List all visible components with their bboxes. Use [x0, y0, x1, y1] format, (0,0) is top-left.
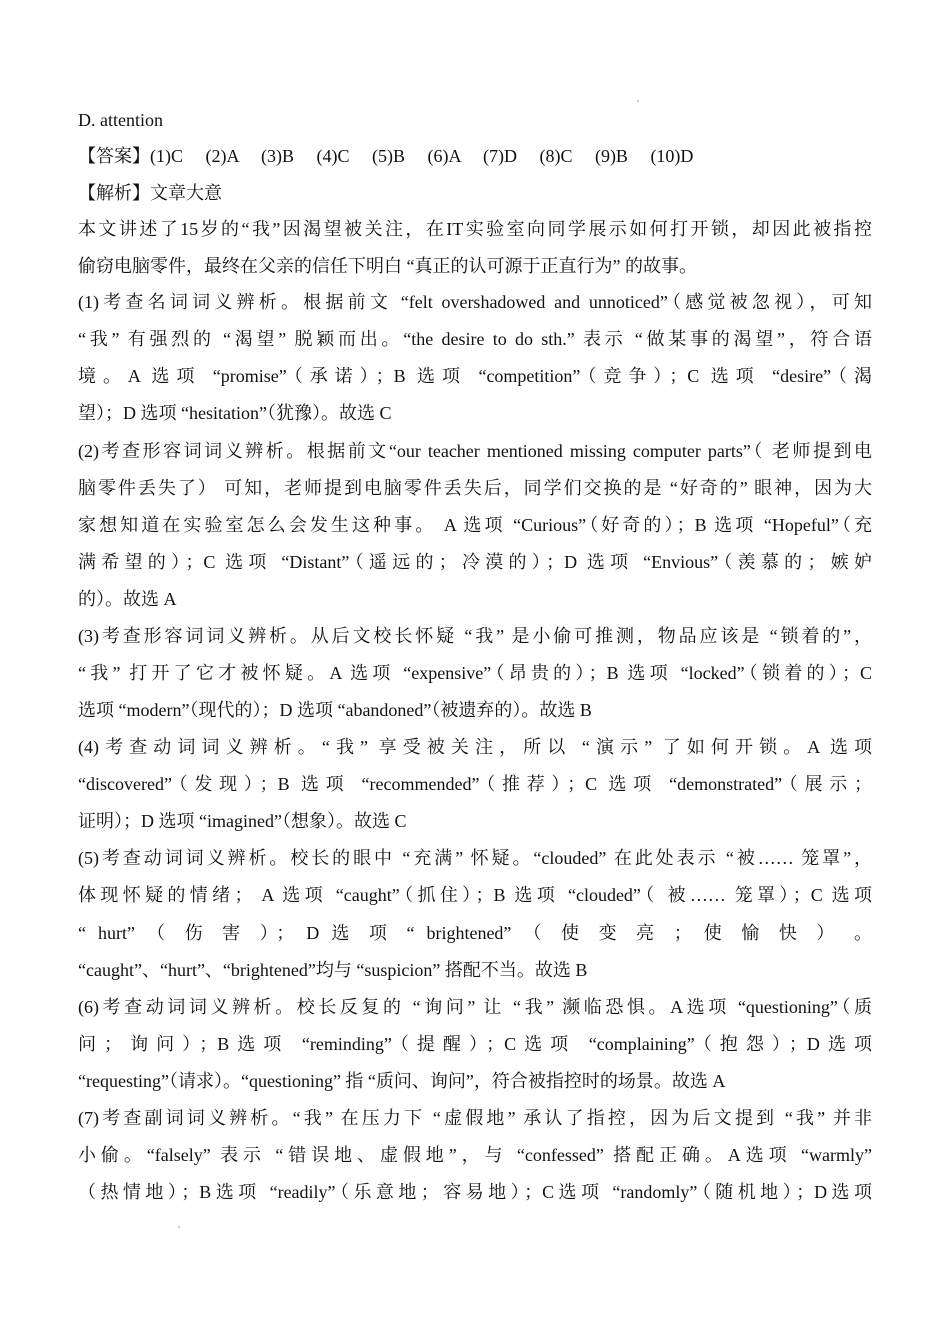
explanation-3: (3)考查形容词词义辨析。从后文校长怀疑 “我” 是小偷可推测，物品应该是 “锁着的”， — [78, 626, 872, 646]
answer-key-line: 【答案】(1)C (2)A (3)B (4)C (5)B (6)A (7)D (8)C (9)B (10)D — [78, 146, 694, 166]
explanation-1: 望）；D 选项 “hesitation”（犹豫）。故选 C — [78, 403, 392, 423]
explanation-2: (2)考查形容词词义辨析。根据前文“our teacher mentioned missing computer parts”（ 老师提到电 — [78, 441, 872, 461]
explanation-4: (4)考查动词词义辨析。“我” 享受被关注，所以 “演示” 了如何开锁。A 选项 — [78, 737, 872, 757]
explanation-3: 选项 “modern”（现代的）；D 选项 “abandoned”（被遗弃的）。故选 B — [78, 700, 592, 720]
summary-text: 本文讲述了15岁的“我”因渴望被关注，在IT实验室向同学展示如何打开锁，却因此被指控 — [78, 219, 872, 239]
explanation-7: 小偷。“falsely” 表示 “错误地、虚假地”，与 “confessed” 搭配正确。A选项 “warmly” — [78, 1145, 872, 1165]
explanation-3: “我” 打开了它才被怀疑。A 选项 “expensive”（昂贵的）；B 选项 “locked”（锁着的）；C — [78, 663, 872, 683]
option-d-line: D. attention — [78, 110, 163, 130]
explanation-7: （热情地）；B选项 “readily”（乐意地；容易地）；C选项 “randomly”（随机地）；D选项 — [78, 1182, 872, 1202]
explanation-6: “requesting”（请求）。“questioning” 指 “质问、询问”，符合被指控时的场景。故选 A — [78, 1071, 726, 1091]
explanation-2: 满希望的）；C 选项 “Distant”（遥远的；冷漠的）；D 选项 “Envious”（羡慕的；嫉妒 — [78, 552, 872, 572]
explanation-2: 脑零件丢失了） 可知，老师提到电脑零件丢失后，同学们交换的是 “好奇的” 眼神，因为大 — [78, 478, 872, 498]
explanation-5: “ hurt” （ 伤 害 ）； D 选 项 “ brightened” （ 使 变 亮 ； 使 愉 快 ） 。 — [78, 923, 872, 943]
explanation-5: (5)考查动词词义辨析。校长的眼中 “充满” 怀疑。“clouded” 在此处表示 “被…… 笼罩”， — [78, 848, 872, 868]
summary-text: 偷窃电脑零件，最终在父亲的信任下明白 “真正的认可源于正直行为” 的故事。 — [78, 256, 697, 276]
scan-speck — [178, 1226, 180, 1228]
explanation-6: (6)考查动词词义辨析。校长反复的 “询问” 让 “我” 濒临恐惧。A选项 “questioning”（质 — [78, 997, 872, 1017]
explanation-1: “我” 有强烈的 “渴望” 脱颖而出。“the desire to do sth.” 表示 “做某事的渴望”，符合语 — [78, 329, 872, 349]
explanation-5: “caught”、“hurt”、“brightened”均与 “suspicion” 搭配不当。故选 B — [78, 960, 588, 980]
explanation-1: (1)考查名词词义辨析。根据前文 “felt overshadowed and unnoticed”（感觉被忽视），可知 — [78, 292, 872, 312]
analysis-heading: 【解析】文章大意 — [78, 183, 222, 203]
scan-speck — [637, 100, 639, 102]
explanation-4: 证明）；D 选项 “imagined”（想象）。故选 C — [78, 811, 407, 831]
explanation-7: (7)考查副词词义辨析。“我” 在压力下 “虚假地” 承认了指控，因为后文提到 “我” 并非 — [78, 1108, 872, 1128]
explanation-2: 家想知道在实验室怎么会发生这种事。 A 选项 “Curious”（好奇的）；B 选项 “Hopeful”（充 — [78, 515, 872, 535]
explanation-2: 的）。故选 A — [78, 589, 177, 609]
explanation-1: 境。A 选项 “promise”（承诺）；B 选项 “competition”（竞争）；C 选项 “desire”（渴 — [78, 366, 872, 386]
explanation-6: 问；询问）；B选项 “reminding”（提醒）；C选项 “complaining”（抱怨）；D选项 — [78, 1034, 872, 1054]
explanation-4: “discovered”（发现）；B 选项 “recommended”（推荐）；C 选项 “demonstrated”（展示； — [78, 774, 872, 794]
explanation-5: 体现怀疑的情绪； A 选项 “caught”（抓住）；B 选项 “clouded”（ 被…… 笼罩）；C 选项 — [78, 885, 872, 905]
